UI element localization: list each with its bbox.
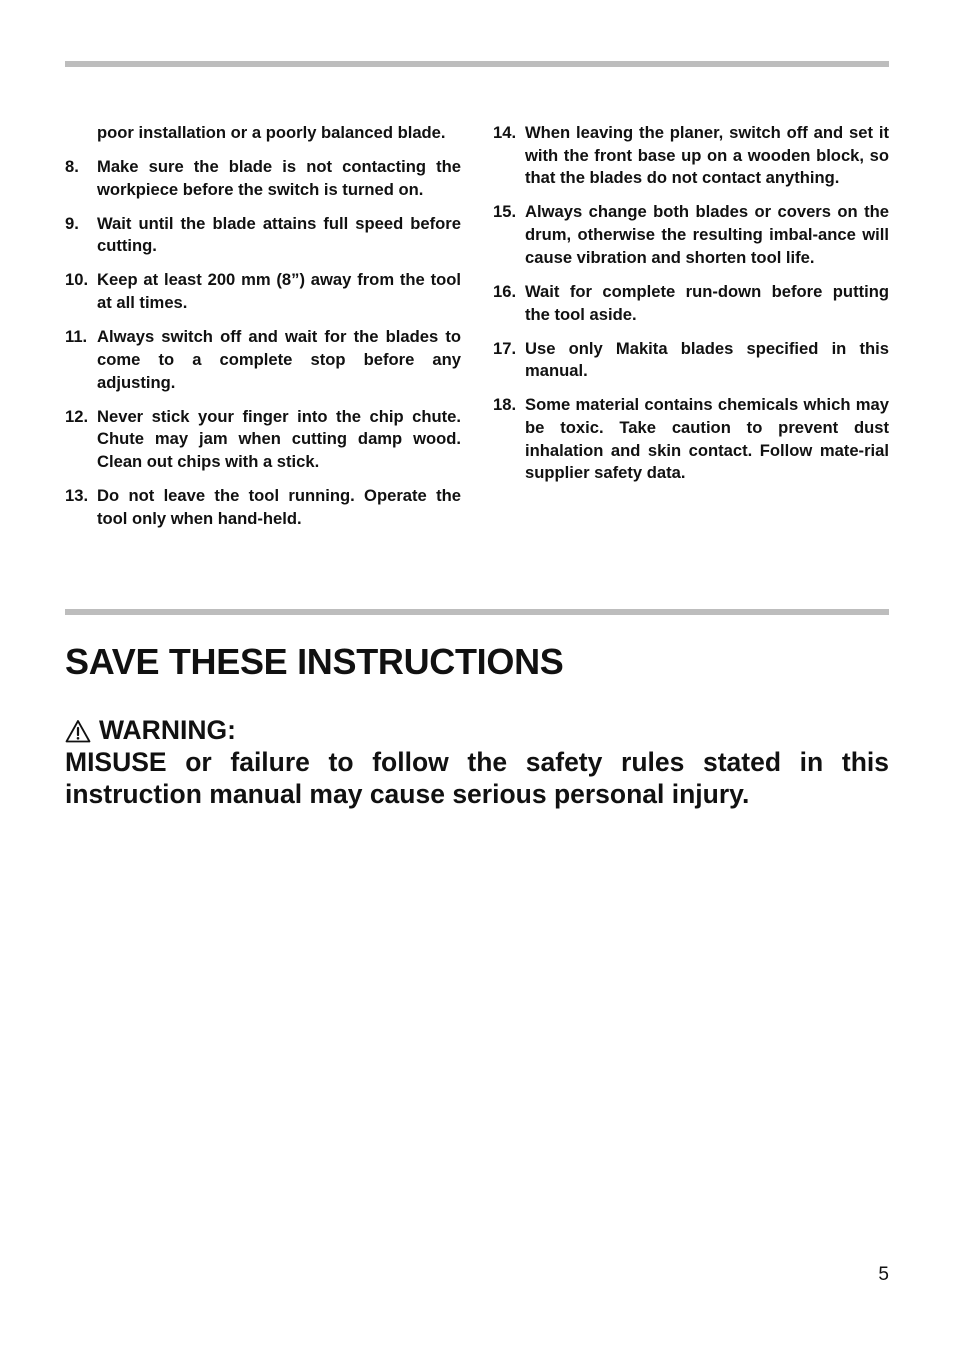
item-number — [65, 122, 97, 145]
list-item — [65, 213, 461, 258]
item-text: Do not leave the tool running. Operate the tool only when hand-held. — [97, 485, 461, 528]
section-divider — [65, 609, 889, 615]
list-item — [493, 394, 889, 485]
item-text: Wait until the blade attains full speed before cutting. — [97, 213, 461, 256]
item-number: 10. — [65, 270, 89, 290]
list-item — [65, 122, 461, 145]
warning-heading-row — [65, 714, 889, 746]
item-number: 16. — [493, 281, 517, 301]
item-text: Never stick your finger into the chip chute. Chute may jam when cutting damp wood. Clean out chips with a stick. — [97, 406, 461, 471]
warning-label: WARNING: — [99, 715, 236, 745]
warning-block — [65, 714, 889, 810]
item-number: 17. — [493, 338, 517, 358]
list-item — [65, 269, 461, 314]
item-number: 9. — [65, 213, 79, 233]
page-number: 5 — [878, 1264, 889, 1285]
item-text: Make sure the blade is not contacting the workpiece before the switch is turned on. — [97, 157, 461, 199]
list-item — [65, 326, 461, 394]
item-text: Always switch off and wait for the blades to come to a complete stop before any adjusting. — [97, 327, 461, 392]
item-number: 13. — [65, 485, 89, 505]
top-divider — [65, 61, 889, 67]
list-item — [65, 485, 461, 530]
item-text: Use only Makita blades specified in this manual. — [525, 338, 889, 381]
item-number: 8. — [65, 157, 79, 176]
save-instructions-heading: SAVE THESE INSTRUCTIONS — [65, 641, 564, 682]
list-item — [65, 406, 461, 474]
item-number: 15. — [493, 202, 517, 222]
item-text: Always change both blades or covers on the drum, otherwise the resulting imbal-ance will cause vibration and shorten tool life. — [525, 202, 889, 267]
item-number: 14. — [493, 123, 517, 142]
warning-text: MISUSE or failure to follow the safety rules stated in this instruction manual may cause serious personal injury. — [65, 747, 889, 809]
item-text: When leaving the planer, switch off and set it with the front base up on a wooden block, so that the blades do not contact anything. — [525, 123, 889, 188]
item-text: poor installation or a poorly balanced blade. — [97, 123, 446, 142]
list-item — [65, 156, 461, 201]
left-column — [65, 122, 461, 542]
list-item — [493, 338, 889, 383]
item-text: Wait for complete run-down before putting the tool aside. — [525, 281, 889, 324]
item-text: Keep at least 200 mm (8”) away from the tool at all times. — [97, 270, 461, 313]
item-number: 11. — [65, 327, 88, 347]
list-item — [493, 281, 889, 326]
list-item — [493, 122, 889, 190]
list-item — [493, 201, 889, 269]
warning-triangle-icon — [65, 719, 91, 743]
item-number: 18. — [493, 395, 517, 415]
right-column — [493, 122, 889, 496]
item-number: 12. — [65, 406, 89, 426]
item-text: Some material contains chemicals which may be toxic. Take caution to prevent dust inhalation and skin contact. Follow mate-rial supplier safety data. — [525, 395, 889, 483]
